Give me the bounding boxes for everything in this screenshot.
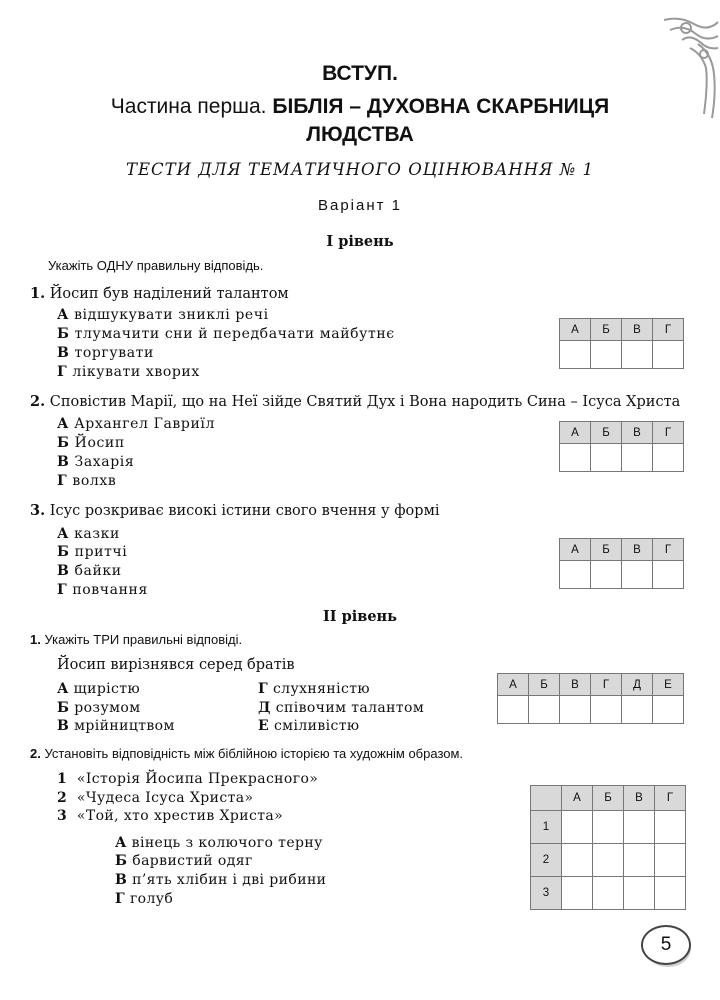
- grid-header: Д: [622, 674, 653, 696]
- level2-title: ІІ рівень: [322, 608, 397, 625]
- match-cell[interactable]: [624, 877, 655, 910]
- q3-option-a: А казки: [57, 526, 120, 542]
- grid-header: Б: [593, 786, 624, 811]
- tests-subtitle: ТЕСТИ ДЛЯ ТЕМАТИЧНОГО ОЦІНЮВАННЯ № 1: [125, 160, 595, 179]
- match-cell[interactable]: [593, 844, 624, 877]
- answer-cell[interactable]: [653, 696, 684, 724]
- answer-cell[interactable]: [622, 341, 653, 369]
- q2-answer-grid: [559, 421, 684, 472]
- level2-q1-text: Йосип вирізнявся серед братів: [57, 657, 295, 673]
- answer-cell[interactable]: [560, 561, 591, 589]
- grid-header: Б: [591, 319, 622, 341]
- l2q1-option-f: Е сміливістю: [258, 718, 360, 734]
- q2-option-a: А Архангел Гавриїл: [57, 416, 215, 432]
- q2-option-d: Г волхв: [57, 473, 117, 489]
- page-number: 5: [641, 925, 691, 965]
- answer-cell[interactable]: [529, 696, 560, 724]
- q3-option-b: Б притчі: [57, 544, 128, 560]
- variant-label: Варіант 1: [317, 197, 403, 214]
- grid-corner: [531, 786, 562, 811]
- l2q1-option-d: Г слухняністю: [258, 681, 370, 697]
- match-cell[interactable]: [655, 811, 686, 844]
- match-cell[interactable]: [624, 811, 655, 844]
- l2q1-option-a: А щирістю: [57, 681, 141, 697]
- image-option-a: А вінець з колючого терну: [115, 835, 323, 851]
- grid-header: А: [560, 319, 591, 341]
- part-title-continued: ЛЮДСТВА: [306, 123, 414, 146]
- q1-option-c: В торгувати: [57, 345, 154, 361]
- grid-header: Г: [653, 422, 684, 444]
- answer-cell[interactable]: [591, 341, 622, 369]
- level2-q1-instruction: 1. Укажіть ТРИ правильні відповіді.: [30, 632, 243, 647]
- answer-cell[interactable]: [560, 444, 591, 472]
- grid-header: А: [498, 674, 529, 696]
- grid-header: В: [560, 674, 591, 696]
- match-cell[interactable]: [562, 844, 593, 877]
- story-2: 2 «Чудеса Ісуса Христа»: [57, 790, 254, 806]
- q3-answer-grid: [559, 538, 684, 589]
- l2q1-option-c: В мрійництвом: [57, 718, 175, 734]
- question-1: 1. Йосип був наділений талантом: [30, 285, 289, 302]
- match-cell[interactable]: [593, 877, 624, 910]
- l2q1-option-b: Б розумом: [57, 700, 141, 716]
- question-3: 3. Ісус розкриває високі істини свого вчення у формі: [30, 502, 440, 519]
- grid-header: Е: [653, 674, 684, 696]
- q1-option-b: Б тлумачити сни й передбачати майбутнє: [57, 326, 395, 342]
- l2q1-option-e: Д співочим талантом: [258, 700, 425, 716]
- grid-header: Г: [653, 539, 684, 561]
- answer-cell[interactable]: [591, 444, 622, 472]
- grid-header: А: [560, 539, 591, 561]
- answer-cell[interactable]: [591, 696, 622, 724]
- l2q1-answer-grid: [497, 673, 684, 724]
- grid-header: В: [622, 319, 653, 341]
- part-title: БІБЛІЯ – ДУХОВНА СКАРБНИЦЯ: [272, 95, 610, 118]
- q2-option-c: В Захарія: [57, 454, 135, 470]
- part-prefix: Частина перша.: [110, 95, 267, 118]
- image-option-b: Б барвистий одяг: [115, 853, 253, 869]
- answer-cell[interactable]: [560, 696, 591, 724]
- q1-option-d: Г лікувати хворих: [57, 364, 200, 380]
- grid-header: Б: [591, 422, 622, 444]
- grid-header: Б: [529, 674, 560, 696]
- image-option-d: Г голуб: [115, 891, 174, 907]
- grid-header: В: [622, 539, 653, 561]
- q1-option-a: А відшукувати зниклі речі: [57, 307, 269, 323]
- grid-header: А: [562, 786, 593, 811]
- level2-q2-instruction: 2. Установіть відповідність між біблійною історією та художнім образом.: [30, 746, 464, 761]
- grid-header: В: [624, 786, 655, 811]
- l2q2-match-grid: [530, 785, 686, 910]
- grid-row-label: 1: [531, 811, 562, 844]
- q2-option-b: Б Йосип: [57, 435, 125, 451]
- level1-title: І рівень: [326, 233, 394, 250]
- grid-header: Г: [591, 674, 622, 696]
- grid-header: Б: [591, 539, 622, 561]
- q1-answer-grid: [559, 318, 684, 369]
- story-3: 3 «Той, хто хрестив Христа»: [57, 808, 284, 824]
- answer-cell[interactable]: [653, 341, 684, 369]
- answer-cell[interactable]: [560, 341, 591, 369]
- match-cell[interactable]: [655, 877, 686, 910]
- q3-option-c: В байки: [57, 563, 122, 579]
- answer-cell[interactable]: [622, 444, 653, 472]
- grid-header: Г: [653, 319, 684, 341]
- part-heading: [0, 95, 720, 119]
- answer-cell[interactable]: [498, 696, 529, 724]
- match-cell[interactable]: [624, 844, 655, 877]
- grid-row-label: 2: [531, 844, 562, 877]
- answer-cell[interactable]: [622, 561, 653, 589]
- answer-cell[interactable]: [653, 444, 684, 472]
- match-cell[interactable]: [593, 811, 624, 844]
- grid-header: Г: [655, 786, 686, 811]
- q3-option-d: Г повчання: [57, 582, 148, 598]
- grid-row-label: 3: [531, 877, 562, 910]
- answer-cell[interactable]: [653, 561, 684, 589]
- grid-header: В: [622, 422, 653, 444]
- story-1: 1 «Історія Йосипа Прекрасного»: [57, 771, 319, 787]
- answer-cell[interactable]: [591, 561, 622, 589]
- page-title: ВСТУП.: [322, 62, 398, 85]
- level1-instruction: Укажіть ОДНУ правильну відповідь.: [48, 258, 264, 273]
- image-option-c: В п’ять хлібин і дві рибини: [115, 872, 327, 888]
- match-cell[interactable]: [562, 811, 593, 844]
- match-cell[interactable]: [562, 877, 593, 910]
- match-cell[interactable]: [655, 844, 686, 877]
- question-2: 2. Сповістив Марії, що на Неї зійде Святий Дух і Вона народить Сина – Ісуса Христа: [30, 393, 681, 410]
- grid-header: А: [560, 422, 591, 444]
- answer-cell[interactable]: [622, 696, 653, 724]
